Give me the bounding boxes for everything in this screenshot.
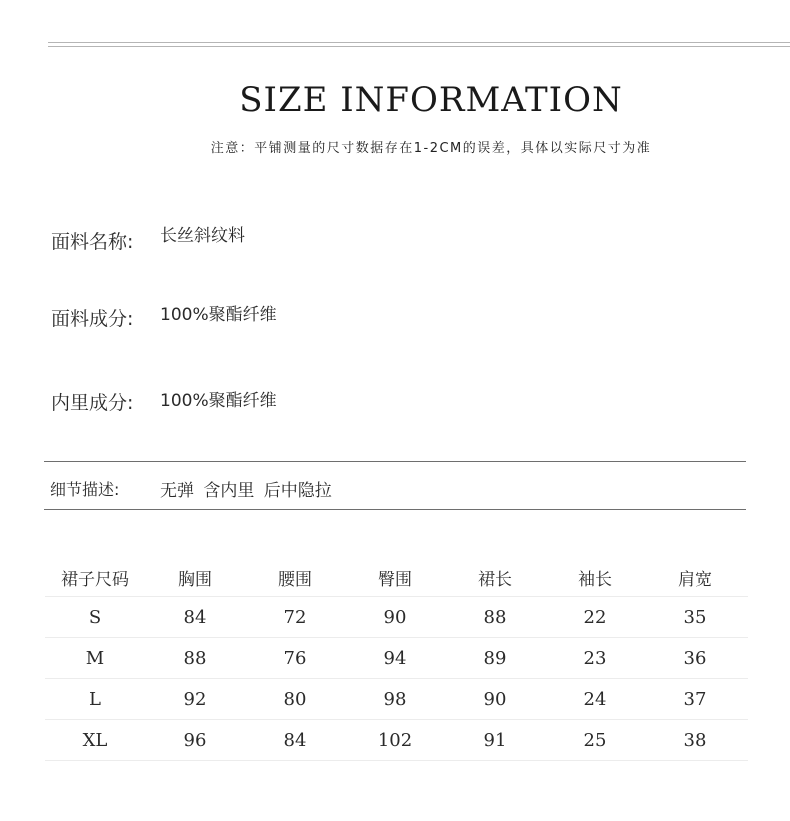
table-cell: 25	[583, 729, 607, 751]
details-label: 细节描述:	[50, 480, 120, 499]
table-cell: 37	[683, 688, 707, 710]
details-value: 无弹 含内里 后中隐拉	[160, 481, 332, 501]
top-divider-line-secondary	[48, 46, 790, 47]
table-cell: 84	[283, 729, 307, 751]
details-bottom-divider	[44, 509, 746, 510]
table-cell: 76	[283, 647, 307, 669]
header-cell-sleeve-length: 袖长	[578, 569, 612, 590]
table-cell: 80	[283, 688, 307, 710]
table-cell: 72	[283, 606, 307, 628]
header-cell-hip: 臀围	[378, 569, 412, 590]
spec-value: 100%聚酯纤维	[160, 391, 277, 411]
table-row	[45, 638, 748, 679]
header-cell-shoulder-width: 肩宽	[678, 569, 712, 590]
measurement-note: 注意：平铺测量的尺寸数据存在1-2CM的误差，具体以实际尺寸为准	[210, 141, 652, 156]
table-cell: 22	[583, 606, 607, 628]
table-cell: 98	[383, 688, 407, 710]
table-cell: 36	[683, 647, 707, 669]
header-cell-waist: 腰围	[278, 569, 312, 590]
table-cell: 96	[183, 729, 207, 751]
spec-value: 长丝斜纹料	[160, 226, 245, 246]
details-top-divider	[44, 461, 746, 462]
table-cell: 88	[483, 606, 507, 628]
table-cell: 24	[583, 688, 607, 710]
table-cell: 102	[377, 729, 413, 751]
header-cell-size: 裙子尺码	[61, 569, 129, 590]
table-cell: 23	[583, 647, 607, 669]
table-cell: 92	[183, 688, 207, 710]
table-row	[45, 720, 748, 761]
header-cell-skirt-length: 裙长	[478, 569, 512, 590]
top-divider-line	[48, 42, 790, 43]
header-cell-bust: 胸围	[178, 569, 212, 590]
spec-label: 内里成分:	[51, 392, 134, 414]
table-cell: 90	[483, 688, 507, 710]
table-cell: 35	[683, 606, 707, 628]
table-cell: 91	[483, 729, 507, 751]
table-cell: 90	[383, 606, 407, 628]
spec-value: 100%聚酯纤维	[160, 305, 277, 325]
table-row	[45, 679, 748, 720]
table-cell: L	[89, 688, 101, 710]
table-row	[45, 597, 748, 638]
size-table-header-row	[45, 558, 748, 597]
table-cell: 88	[183, 647, 207, 669]
table-cell: 84	[183, 606, 207, 628]
table-cell: 38	[683, 729, 707, 751]
spec-label: 面料名称:	[51, 231, 134, 253]
table-cell: S	[88, 606, 102, 628]
page-title: SIZE INFORMATION	[239, 80, 623, 120]
table-cell: M	[85, 647, 105, 669]
size-table-body	[45, 597, 748, 761]
spec-label: 面料成分:	[51, 308, 134, 330]
table-cell: 89	[483, 647, 507, 669]
table-cell: 94	[383, 647, 407, 669]
table-cell: XL	[82, 729, 108, 751]
size-table	[45, 558, 748, 761]
